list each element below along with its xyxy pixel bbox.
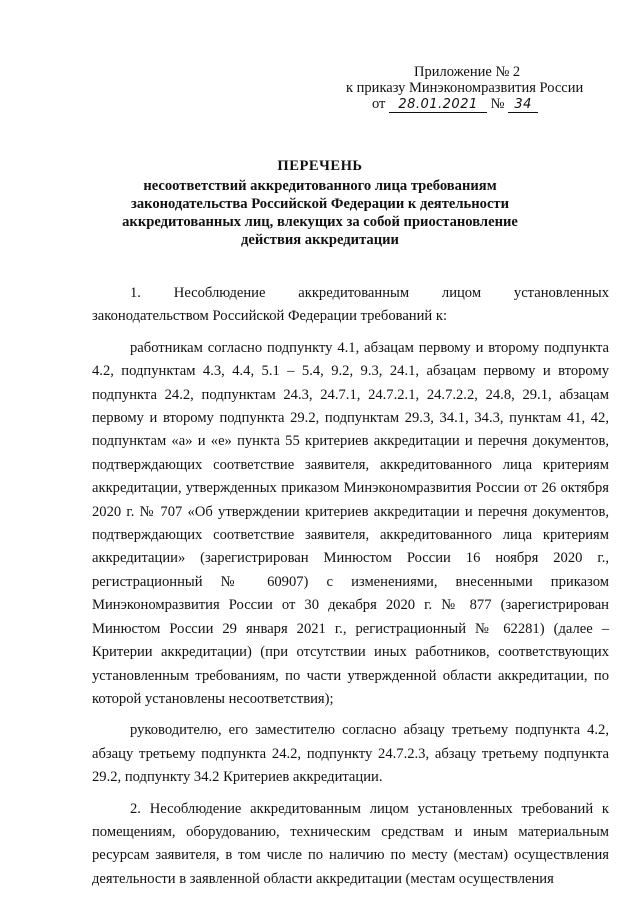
document-title [95,157,545,249]
date-prefix: от [372,96,386,112]
document-body [92,282,609,899]
title-main: ПЕРЕЧЕНЬ [277,158,363,174]
handwritten-number: 34 [508,98,538,113]
handwritten-date: 28.01.2021 [389,98,487,113]
appendix-header [340,64,610,113]
title-subtitle-line-1: несоответствий аккредитованного лица требованиям [143,178,497,194]
item-2-paragraph: 2. Несоблюдение аккредитованным лицом установленных требований к помещениям, оборудованию, техническим средствам и иным материальным ресурсам заявителя, в том числе по наличию по месту (местам) осуществления деятельности в заявленной области аккредитации (местам осуществления [92,800,609,887]
number-prefix: № [490,96,505,112]
appendix-order-ref: к приказу Минэкономразвития России [346,80,584,96]
appendix-number: Приложение № 2 [414,64,521,80]
title-subtitle-line-3: аккредитованных лиц, влекущих за собой приостановление [122,214,518,230]
title-subtitle-line-2: законодательства Российской Федерации к деятельности [130,196,510,212]
appendix-date-line [372,96,610,113]
title-subtitle-line-4: действия аккредитации [241,232,399,248]
item-1-subparagraph-2: руководителю, его заместителю согласно абзацу третьему подпункта 4.2, абзацу третьему подпункта 24.2, подпункту 24.7.2.3, абзацу третьему подпункта 29.2, подпункту 34.2 Критериев аккредитации. [92,722,609,786]
item-1-intro: 1. Несоблюдение аккредитованным лицом установленных законодательством Российской Федерации требований к: [92,285,609,325]
item-1-subparagraph-1: работникам согласно подпункту 4.1, абзацам первому и второму подпункта 4.2, подпунктам 4.3, 4.4, 5.1 – 5.4, 9.2, 9.3, 24.1, абзацам первому и второму подпункта 24.2, подпунктам 24.3, 24.7.1, 24.7.2.1, 24.7.2.2, 24.8, 29.1, абзацам первому и второму подпункта 29.2, подпунктам 29.3, 34.1, 34.3, пунктам 41, 42, подпунктам «а» и «е» пункта 55 критериев аккредитации и перечня документов, подтверждающих соответствие заявителя, аккредитованного лица критериям аккредитации, утвержденных приказом Минэкономразвития России от 26 октября 2020 г. № 707 «Об утверждении критериев аккредитации и перечня документов, подтверждающих соответствие заявителя, аккредитованного лица критериям аккредитации» (зарегистрирован Минюстом России 16 ноября 2020 г., регистрационный № 60907) с изменениями, внесенными приказом Минэкономразвития России от 30 декабря 2020 г. № 877 (зарегистрирован Минюстом России 29 января 2021 г., регистрационный № 62281) (далее – Критерии аккредитации) (при отсутствии иных работников, соответствующих установленным требованиям, по части утвержденной области аккредитации, по которой установлены несоответствия); [92,339,609,707]
